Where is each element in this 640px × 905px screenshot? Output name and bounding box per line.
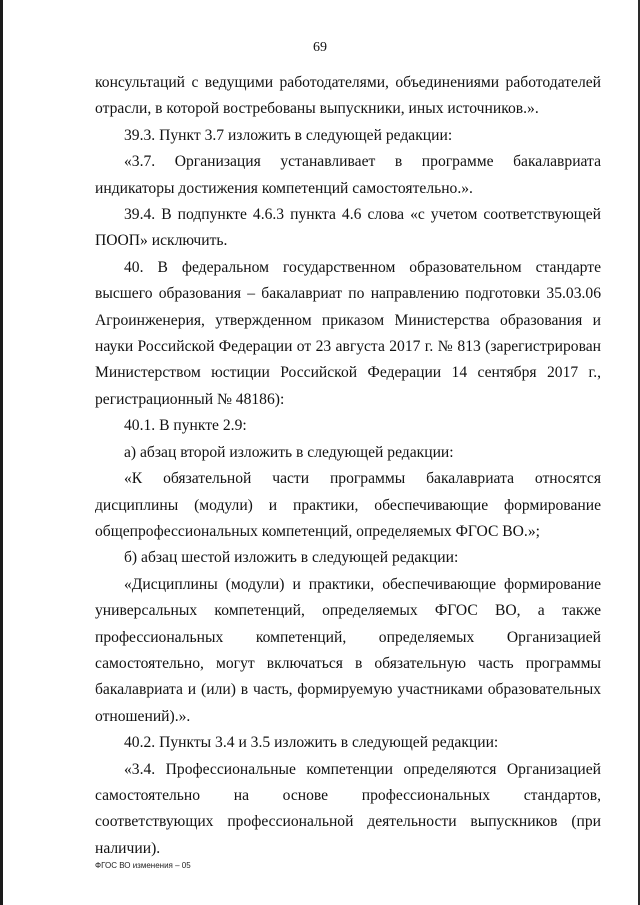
paragraph: б) абзац шестой изложить в следующей редакции: xyxy=(124,549,459,567)
document-body xyxy=(95,70,601,862)
paragraph: консультаций с ведущими работодателями, объединениями работодателей отрасли, в которой востребованы выпускники, иных источников.». xyxy=(95,74,601,118)
paragraph: а) абзац второй изложить в следующей редакции: xyxy=(124,443,454,461)
footer-note: ФГОС ВО изменения – 05 xyxy=(95,861,191,870)
paragraph: «3.7. Организация устанавливает в программе бакалавриата индикаторы достижения компетенций самостоятельно.». xyxy=(95,153,601,197)
scan-edge-left xyxy=(0,0,3,905)
paragraph: «Дисциплины (модули) и практики, обеспечивающие формирование универсальных компетенций, определяемых ФГОС ВО, а также профессиональных компетенций, определяемых Организацией самостоятельно, могут включаться в обязательную часть программы бакалавриата и (или) в часть, формируемую участниками образовательных отношений).». xyxy=(95,575,601,725)
paragraph: 39.3. Пункт 3.7 изложить в следующей редакции: xyxy=(124,126,453,144)
paragraph: «К обязательной части программы бакалавриата относятся дисциплины (модули) и практики, обеспечивающие формирование общепрофессиональных компетенций, определяемых ФГОС ВО.»; xyxy=(95,470,601,540)
paragraph: 40.2. Пункты 3.4 и 3.5 изложить в следующей редакции: xyxy=(124,734,499,752)
page-number: 69 xyxy=(313,40,327,55)
paragraph: 39.4. В подпункте 4.6.3 пункта 4.6 слова «с учетом соответствующей ПООП» исключить. xyxy=(95,206,601,250)
paragraph: 40. В федеральном государственном образовательном стандарте высшего образования – бакалавриат по направлению подготовки 35.03.06 Агроинженерия, утвержденном приказом Министерства образования и науки Российской Федерации от 23 августа 2017 г. № 813 (зарегистрирован Министерством юстиции Российской Федерации 14 сентября 2017 г., регистрационный № 48186): xyxy=(95,258,601,408)
paragraph: «3.4. Профессиональные компетенции определяются Организацией самостоятельно на основе профессиональных стандартов, соответствующих профессиональной деятельности выпускников (при наличии). xyxy=(95,760,601,857)
paragraph: 40.1. В пункте 2.9: xyxy=(124,417,247,435)
